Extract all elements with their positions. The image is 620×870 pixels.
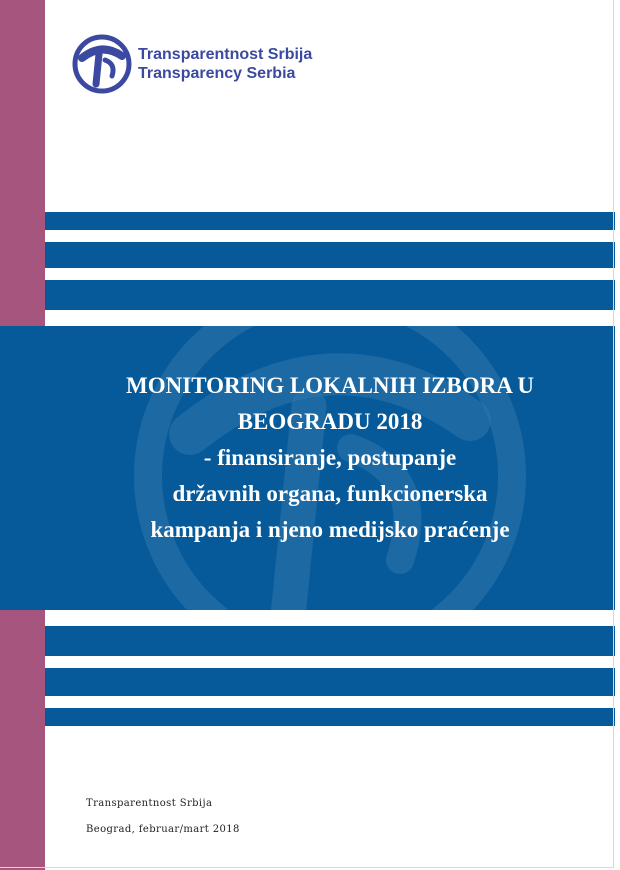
title-banner [0,326,615,610]
title-line: BEOGRADU 2018 [237,409,423,434]
bottom-stripe-1 [45,626,615,656]
bottom-stripe-3 [45,708,615,726]
org-name-english: Transparency Serbia [138,65,296,82]
place-and-date: Beograd, februar/mart 2018 [86,824,240,835]
organization-logo [72,34,312,94]
top-stripe-3 [45,280,615,310]
top-stripe-2 [45,242,615,268]
publisher-name: Transparentnost Srbija [86,798,213,809]
logo-text [138,45,312,83]
org-name-local: Transparentnost Srbija [138,46,313,63]
document-title [45,368,615,548]
transparency-logo-icon [72,34,132,94]
title-line: - finansiranje, postupanje [203,445,457,470]
top-stripe-1 [45,212,615,230]
title-line: državnih organa, funkcionerska [172,481,488,506]
title-line: kampanja i njeno medijsko praćenje [150,517,510,542]
bottom-stripe-2 [45,668,615,696]
title-line: MONITORING LOKALNIH IZBORA U [126,373,534,398]
